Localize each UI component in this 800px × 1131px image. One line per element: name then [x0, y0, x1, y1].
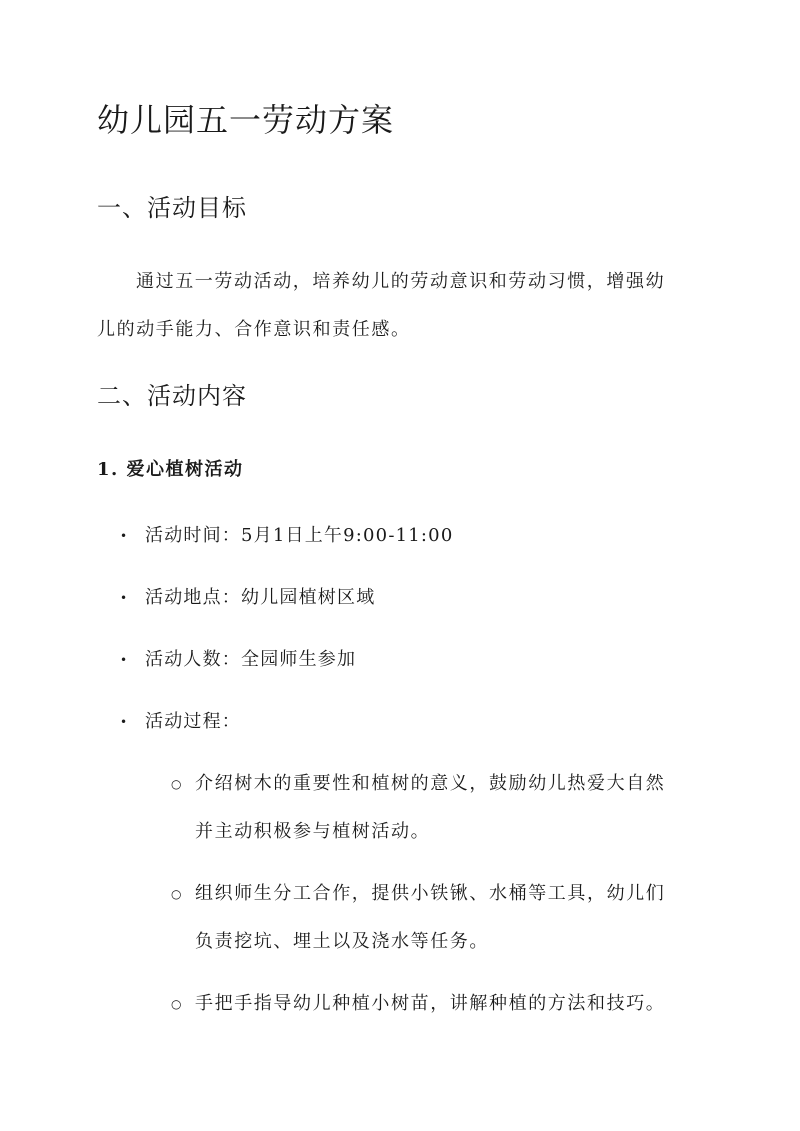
step-marker: ○ [171, 777, 182, 791]
bullet-activity-time: 活动时间：5月1日上午9:00-11:00 [145, 525, 454, 546]
bullet-marker: • [120, 715, 128, 729]
bullet-marker: • [120, 653, 128, 667]
goals-paragraph-line-2: 儿的动手能力、合作意识和责任感。 [97, 319, 411, 340]
bullet-activity-participants: 活动人数：全园师生参加 [145, 649, 357, 670]
step-2-line-2: 负责挖坑、埋土以及浇水等任务。 [195, 931, 489, 952]
document-title: 幼儿园五一劳动方案 [97, 101, 395, 139]
goals-paragraph-line-1: 通过五一劳动活动，培养幼儿的劳动意识和劳动习惯，增强幼 [136, 271, 666, 292]
bullet-activity-location: 活动地点：幼儿园植树区域 [145, 587, 376, 608]
step-marker: ○ [171, 997, 182, 1011]
step-1-line-1: 介绍树木的重要性和植树的意义，鼓励幼儿热爱大自然 [195, 773, 666, 794]
bullet-marker: • [120, 591, 128, 605]
bullet-activity-process: 活动过程： [145, 711, 241, 732]
bullet-marker: • [120, 529, 128, 543]
section-heading-goals: 一、活动目标 [97, 194, 247, 222]
step-3-line-1: 手把手指导幼儿种植小树苗，讲解种植的方法和技巧。 [195, 993, 666, 1014]
step-marker: ○ [171, 887, 182, 901]
step-2-line-1: 组织师生分工合作，提供小铁锹、水桶等工具，幼儿们 [195, 883, 666, 904]
subsection-heading-tree-planting: 1. 爱心植树活动 [97, 459, 244, 480]
step-1-line-2: 并主动积极参与植树活动。 [195, 821, 431, 842]
section-heading-content: 二、活动内容 [97, 382, 247, 410]
